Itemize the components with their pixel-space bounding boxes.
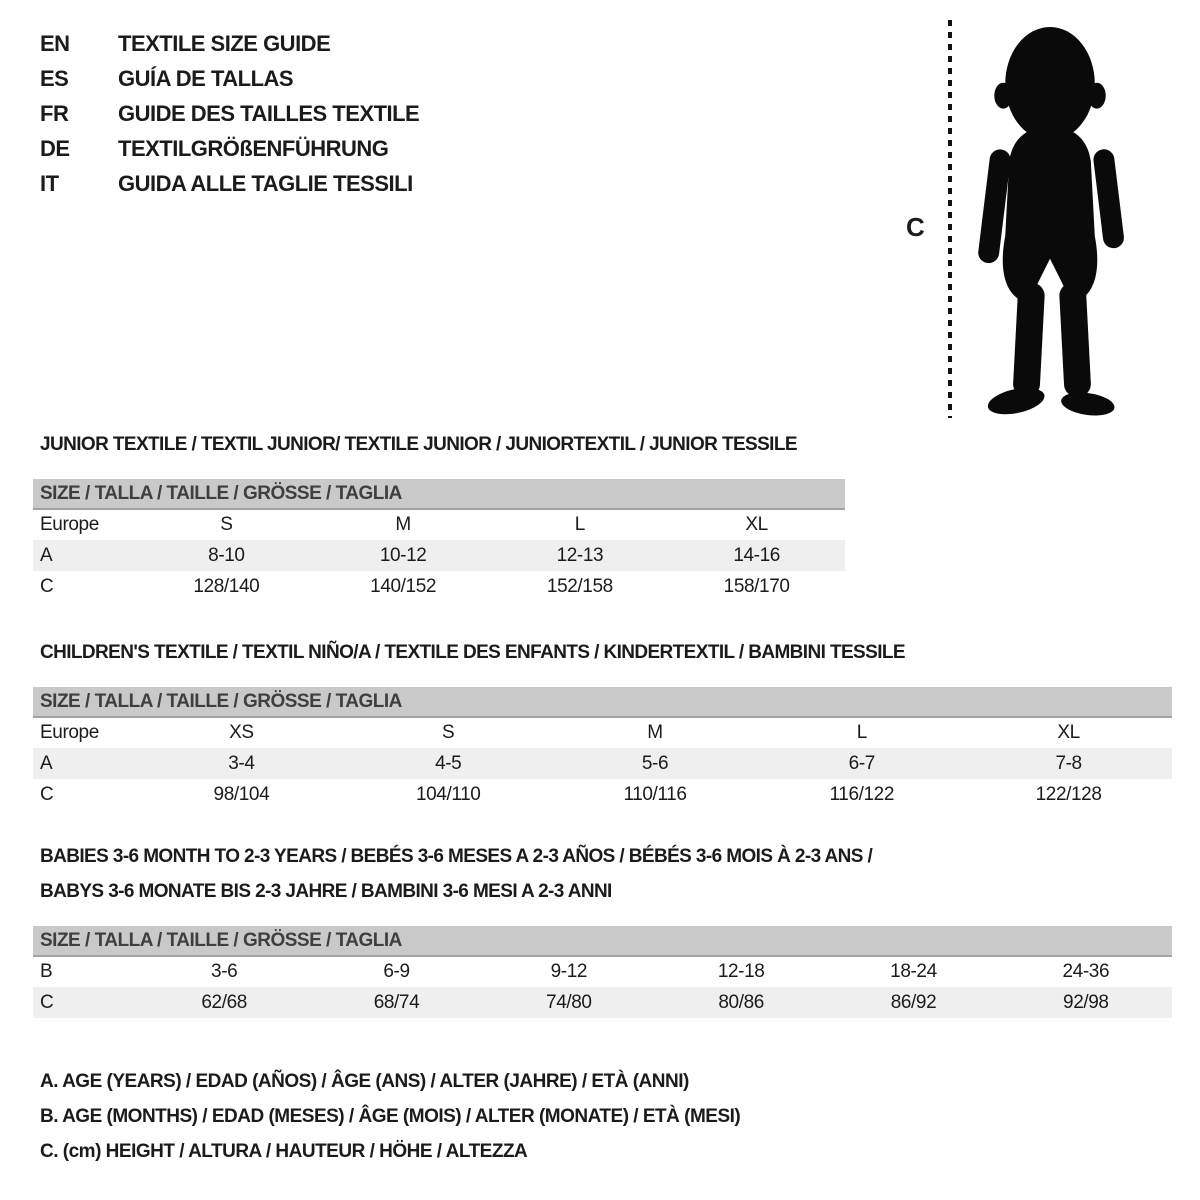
table-header-row [33, 926, 1172, 956]
height-cell: 86/92 [890, 991, 937, 1013]
lang-code-it: IT [40, 170, 59, 196]
table-row-age-months [33, 956, 1172, 987]
height-cell: 158/170 [723, 575, 790, 597]
table-row-age [33, 748, 1172, 779]
children-section-heading: CHILDREN'S TEXTILE / TEXTIL NIÑO/A / TEXTILE DES ENFANTS / KINDERTEXTIL / BAMBINI TESSILE [40, 642, 905, 663]
size-cell: XL [745, 514, 768, 535]
table-row-age [33, 540, 845, 571]
size-header-bar: SIZE / TALLA / TAILLE / GRÖSSE / TAGLIA [33, 479, 845, 509]
table-row-height [33, 779, 1172, 810]
size-header-bar: SIZE / TALLA / TAILLE / GRÖSSE / TAGLIA [33, 687, 1172, 717]
toddler-silhouette-icon [962, 22, 1142, 420]
height-cell: 92/98 [1063, 991, 1109, 1013]
babies-size-table [33, 926, 1172, 1018]
height-measure-dashed-line [948, 20, 952, 418]
table-row-height [33, 571, 845, 602]
row-label: A [40, 544, 53, 566]
row-label: C [40, 783, 54, 805]
lang-title-es: GUÍA DE TALLAS [118, 65, 294, 91]
age-cell: 6-7 [848, 752, 875, 774]
height-cell: 80/86 [718, 991, 764, 1013]
lang-row-fr [40, 96, 419, 131]
age-cell: 3-4 [228, 752, 255, 774]
height-cell: 104/110 [415, 783, 481, 805]
height-cell: 68/74 [373, 991, 420, 1013]
lang-code-fr: FR [40, 100, 69, 126]
lang-row-it [40, 166, 419, 201]
row-label: C [40, 991, 54, 1013]
lang-title-de: TEXTILGRÖßENFÜHRUNG [118, 135, 389, 161]
table-row-europe [33, 509, 845, 540]
row-label: A [40, 752, 53, 774]
age-cell: 9-12 [550, 961, 588, 982]
legend-line-c: C. (cm) HEIGHT / ALTURA / HAUTEUR / HÖHE / ALTEZZA [40, 1140, 528, 1162]
height-cell: 110/116 [623, 783, 687, 805]
size-cell: S [220, 514, 233, 535]
children-size-table [33, 687, 1172, 810]
size-cell: XL [1057, 722, 1080, 743]
age-cell: 4-5 [435, 752, 462, 774]
height-cell: 116/122 [829, 783, 895, 805]
lang-row-de [40, 131, 419, 166]
size-cell: L [856, 722, 867, 743]
junior-size-table [33, 479, 845, 602]
age-cell: 6-9 [383, 961, 410, 982]
size-cell: M [395, 514, 411, 535]
legend-line-a: A. AGE (YEARS) / EDAD (AÑOS) / ÂGE (ANS) / ALTER (JAHRE) / ETÀ (ANNI) [40, 1070, 689, 1092]
lang-title-fr: GUIDE DES TAILLES TEXTILE [118, 100, 420, 126]
height-cell: 98/104 [213, 783, 270, 805]
lang-row-es [40, 61, 419, 96]
table-header-row [33, 687, 1172, 717]
age-cell: 10-12 [379, 544, 427, 566]
legend [40, 1064, 740, 1169]
row-label: B [40, 961, 53, 982]
legend-line-b: B. AGE (MONTHS) / EDAD (MESES) / ÂGE (MOIS) / ALTER (MONATE) / ETÀ (MESI) [40, 1105, 741, 1127]
height-cell: 140/152 [370, 575, 437, 597]
age-cell: 18-24 [890, 961, 937, 982]
age-cell: 12-18 [717, 961, 765, 982]
size-header-bar: SIZE / TALLA / TAILLE / GRÖSSE / TAGLIA [33, 926, 1172, 956]
age-cell: 8-10 [208, 544, 245, 566]
age-cell: 5-6 [641, 752, 669, 774]
babies-section-heading-line2: BABYS 3-6 MONATE BIS 2-3 JAHRE / BAMBINI 3-6 MESI A 2-3 ANNI [40, 881, 612, 902]
height-cell: 122/128 [1035, 783, 1102, 805]
row-label: Europe [40, 514, 99, 535]
lang-row-en [40, 26, 419, 61]
row-label: Europe [40, 722, 99, 743]
size-cell: L [574, 514, 585, 535]
table-row-height [33, 987, 1172, 1018]
size-cell: XS [229, 722, 254, 743]
age-cell: 3-6 [211, 961, 238, 982]
lang-code-en: EN [40, 30, 70, 56]
height-cell: 152/158 [546, 575, 613, 597]
lang-code-de: DE [40, 135, 70, 161]
language-title-list [40, 26, 419, 201]
height-cell: 62/68 [201, 991, 247, 1013]
junior-section-heading: JUNIOR TEXTILE / TEXTIL JUNIOR/ TEXTILE JUNIOR / JUNIORTEXTIL / JUNIOR TESSILE [40, 434, 797, 455]
height-cell: 74/80 [546, 991, 592, 1013]
lang-title-it: GUIDA ALLE TAGLIE TESSILI [118, 170, 413, 196]
table-row-europe [33, 717, 1172, 748]
size-cell: M [647, 722, 663, 743]
height-cell: 128/140 [193, 575, 260, 597]
age-cell: 12-13 [556, 544, 604, 566]
size-cell: S [442, 722, 455, 743]
height-measure-label: C [906, 212, 925, 242]
lang-code-es: ES [40, 65, 69, 91]
age-cell: 7-8 [1055, 752, 1082, 774]
babies-section-heading-line1: BABIES 3-6 MONTH TO 2-3 YEARS / BEBÉS 3-6 MESES A 2-3 AÑOS / BÉBÉS 3-6 MOIS À 2-3 ANS / [40, 846, 873, 867]
age-cell: 14-16 [733, 544, 780, 566]
row-label: C [40, 575, 54, 597]
lang-title-en: TEXTILE SIZE GUIDE [118, 30, 331, 56]
age-cell: 24-36 [1062, 961, 1110, 982]
table-header-row [33, 479, 845, 509]
